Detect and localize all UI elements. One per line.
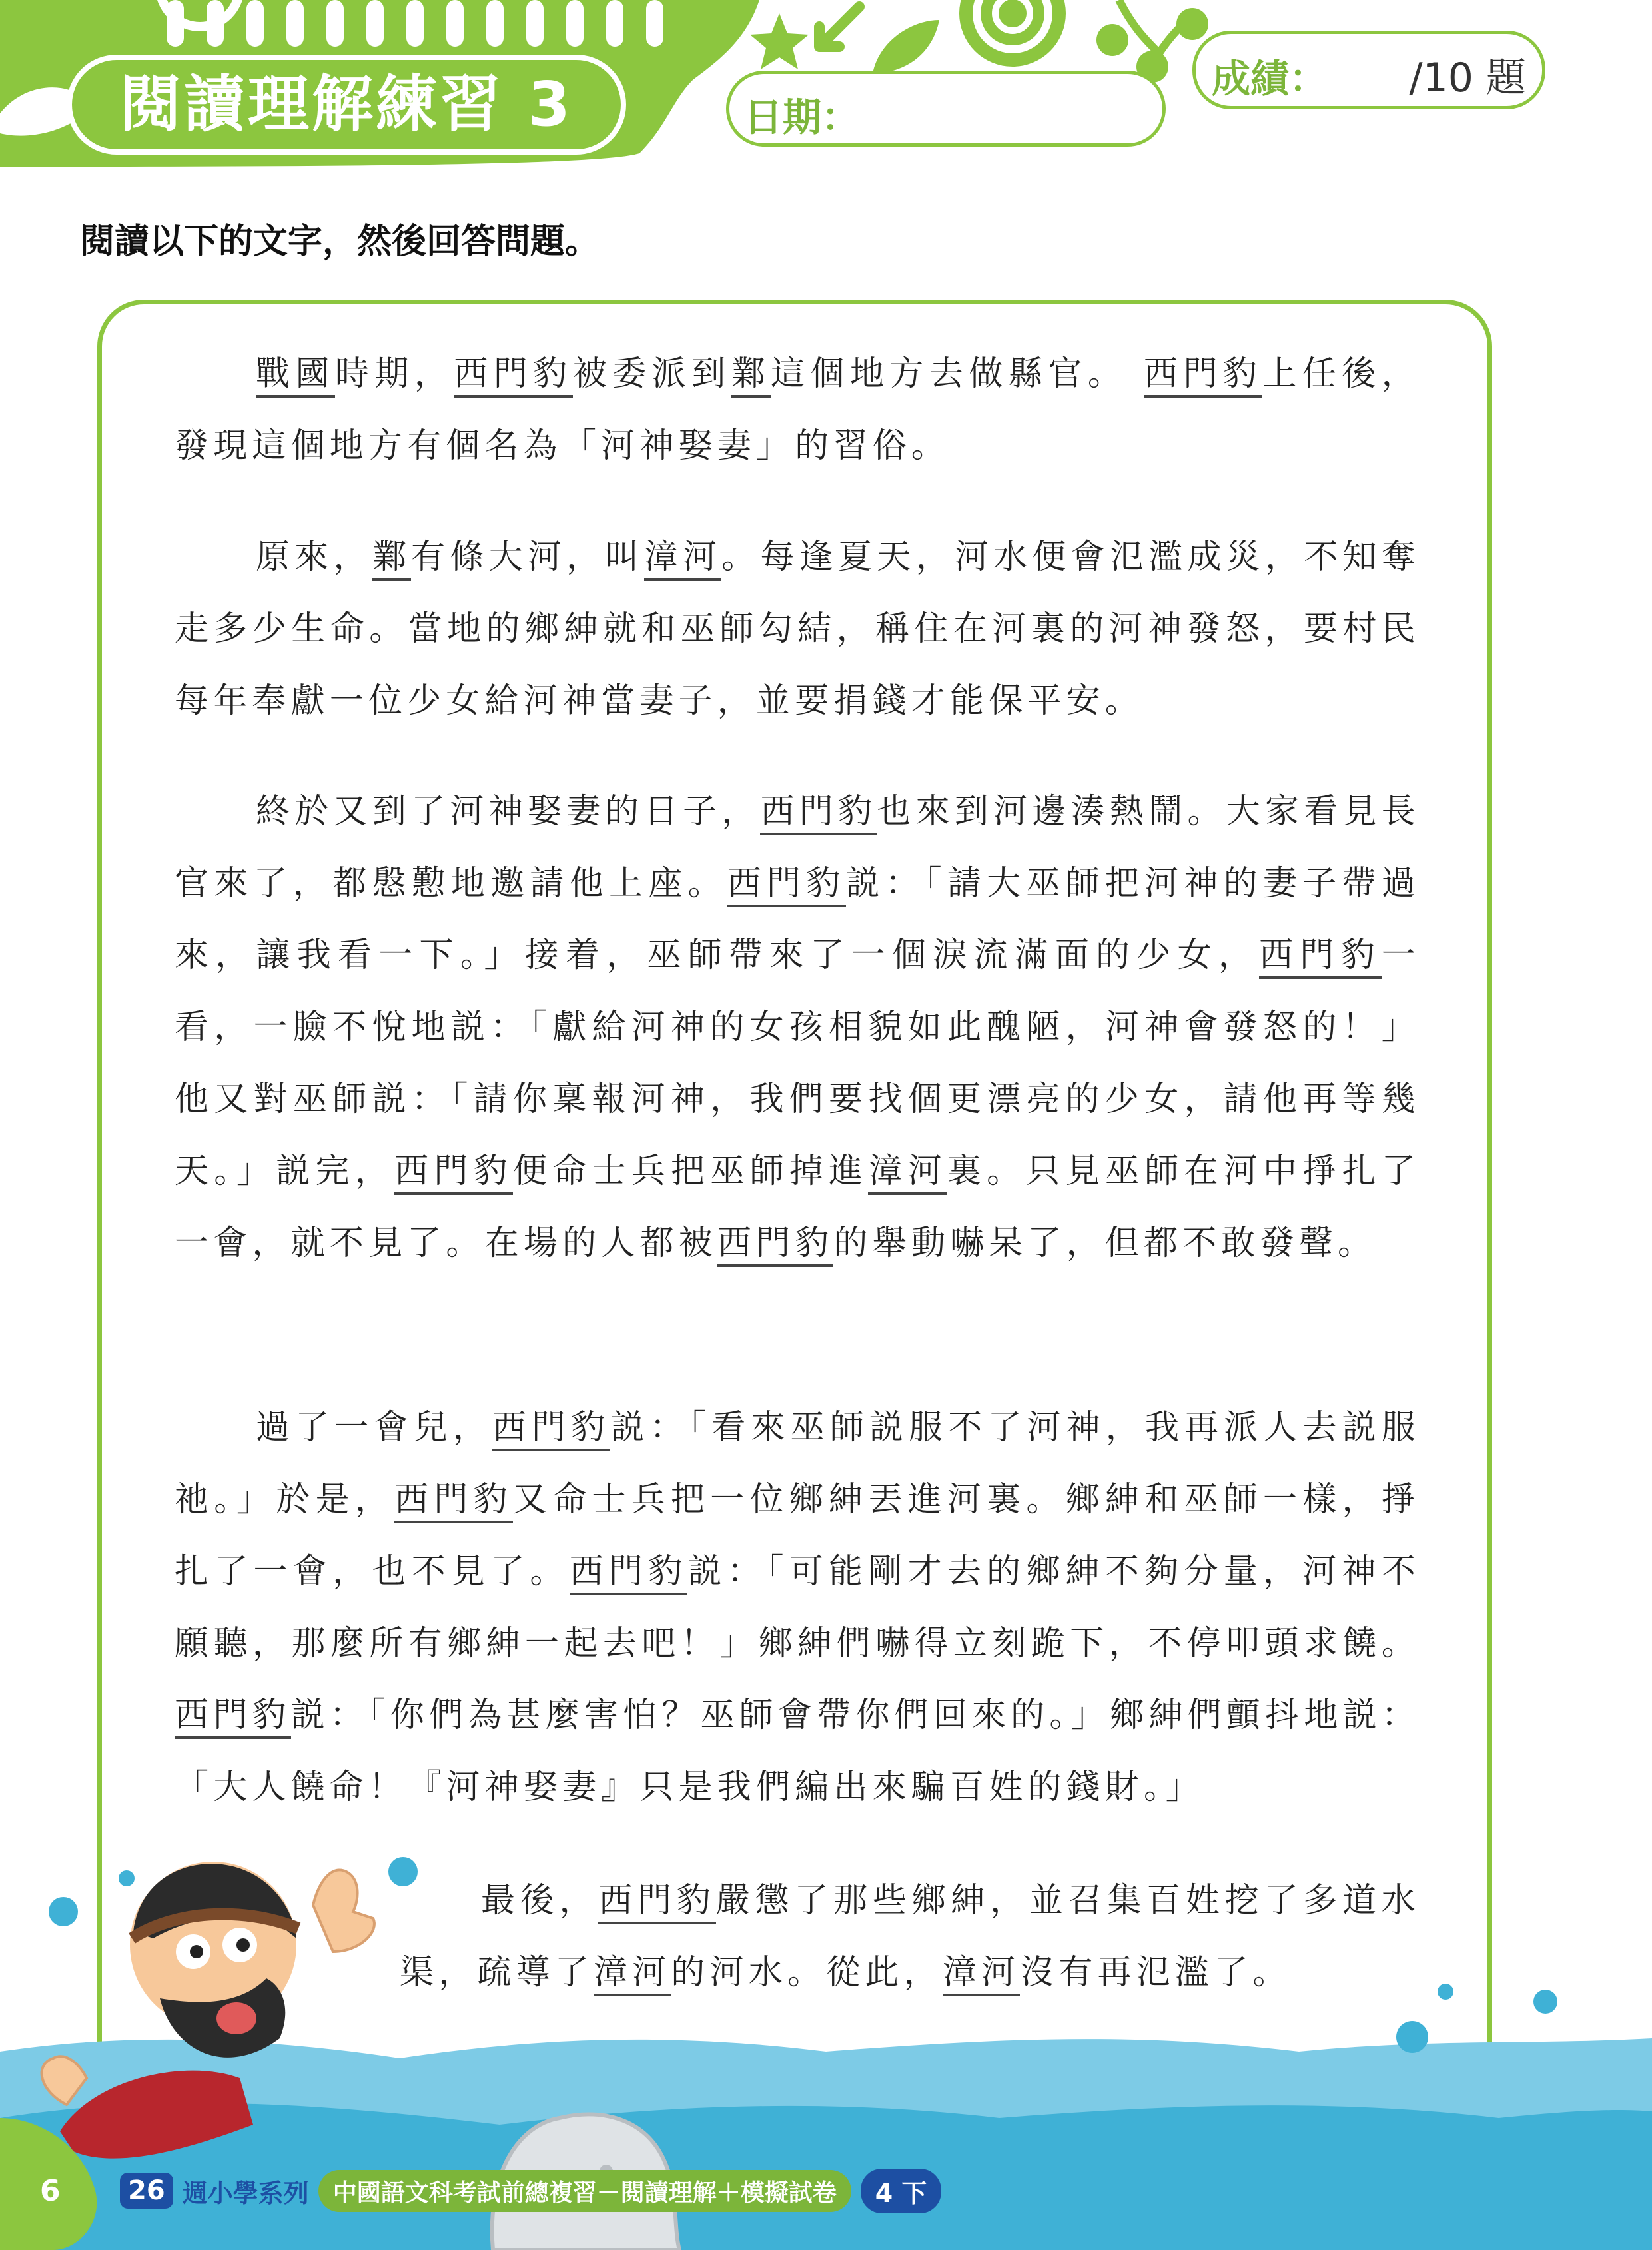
arrow-icon bbox=[819, 7, 859, 47]
passage-text: 沒有再氾濫了。 bbox=[1020, 1953, 1292, 1992]
proper-noun: 戰國 bbox=[256, 354, 335, 398]
passage-text: 也來到河邊湊熱鬧。大家看見長官來了，都慇懃地邀請他上座。 bbox=[175, 792, 1420, 903]
passage-text: 終於又到了河神娶妻的日子， bbox=[256, 792, 761, 831]
passage-text: 原來， bbox=[256, 538, 372, 577]
passage-text: 説：「可能剛才去的鄉紳不夠分量，河神不願聽，那麼所有鄉紳一起去吧！」鄉紳們嚇得立刻跪下，不停叩頭求饒。 bbox=[175, 1552, 1420, 1663]
proper-noun: 西門豹 bbox=[598, 1881, 715, 1924]
proper-noun: 西門豹 bbox=[394, 1480, 513, 1523]
book-title: 中國語文科考試前總複習－閱讀理解＋模擬試卷 bbox=[318, 2170, 851, 2212]
page-title: 閱讀理解練習 3 bbox=[67, 55, 626, 155]
passage-text: 便命士兵把巫師掉進 bbox=[512, 1152, 869, 1191]
passage-text: 嚴懲了那些鄉紳，並召集百姓挖了多道水渠，疏導了 bbox=[400, 1881, 1420, 1992]
proper-noun: 西門豹 bbox=[454, 354, 572, 398]
passage-text: 有條大河，叫 bbox=[411, 538, 644, 577]
score-field[interactable] bbox=[1192, 31, 1545, 109]
leaf-icon bbox=[873, 20, 939, 73]
proper-noun: 西門豹 bbox=[760, 792, 877, 835]
passage-text: 。每逢夏天，河水便會氾濫成災，不知奪走多少生命。當地的鄉紳就和巫師勾結，稱住在河裏的河神發怒，要村民每年奉獻一位少女給河神當妻子，並要捐錢才能保平安。 bbox=[175, 538, 1421, 721]
proper-noun: 漳河 bbox=[594, 1953, 671, 1996]
grade-badge: 4 下 bbox=[861, 2169, 942, 2213]
passage-text: 這個地方去做縣官。 bbox=[771, 354, 1144, 394]
series-logo: 26 bbox=[120, 2173, 173, 2209]
passage-text: 最後， bbox=[481, 1881, 599, 1920]
passage-paragraph-4 bbox=[175, 1392, 1420, 1824]
proper-noun: 西門豹 bbox=[717, 1224, 834, 1267]
passage-text: 的舉動嚇呆了，但都不敢發聲。 bbox=[833, 1224, 1377, 1263]
passage-text: 過了一會兒， bbox=[256, 1408, 492, 1447]
page-number: 6 bbox=[40, 2174, 61, 2208]
proper-noun: 西門豹 bbox=[570, 1552, 688, 1595]
passage-paragraph-2 bbox=[175, 522, 1420, 737]
score-label: 成績： bbox=[1212, 56, 1328, 101]
proper-noun: 西門豹 bbox=[1259, 936, 1382, 979]
passage-text: 的河水。從此， bbox=[671, 1953, 943, 1992]
passage-text: 又命士兵把一位鄉紳丟進河裏。鄉紳和巫師一樣，掙扎了一會，也不見了。 bbox=[175, 1480, 1420, 1591]
date-field[interactable] bbox=[726, 71, 1166, 147]
passage-text: 説：「請大巫師把河神的妻子帶過來，讓我看一下。」接着，巫師帶來了一個淚流滿面的少女， bbox=[175, 864, 1420, 975]
proper-noun: 鄴 bbox=[731, 354, 771, 398]
proper-noun: 漳河 bbox=[644, 538, 722, 581]
proper-noun: 漳河 bbox=[943, 1953, 1020, 1996]
passage-paragraph-1 bbox=[175, 338, 1420, 482]
proper-noun: 西門豹 bbox=[1144, 354, 1262, 398]
proper-noun: 西門豹 bbox=[394, 1152, 513, 1195]
series-footer bbox=[120, 2169, 941, 2213]
date-label: 日期： bbox=[744, 95, 861, 140]
score-total: /10 題 bbox=[1409, 55, 1526, 101]
passage-text: 説：「你們為甚麼害怕？巫師會帶你們回來的。」鄉紳們顫抖地説：「大人饒命！『河神娶妻』只是我們編出來騙百姓的錢財。」 bbox=[175, 1696, 1420, 1807]
proper-noun: 漳河 bbox=[868, 1152, 947, 1195]
passage-text: 一看，一臉不悅地説：「獻給河神的女孩相貌如此醜陋，河神會發怒的！」他又對巫師説：「請你稟報河神，我們要找個更漂亮的少女，請他再等幾天。」説完， bbox=[175, 936, 1420, 1191]
instruction-text: 閱讀以下的文字，然後回答問題。 bbox=[80, 222, 600, 262]
passage-text: 時期， bbox=[334, 354, 454, 394]
proper-noun: 西門豹 bbox=[492, 1408, 610, 1451]
proper-noun: 鄴 bbox=[372, 538, 411, 581]
passage-text: 被委派到 bbox=[572, 354, 731, 394]
proper-noun: 西門豹 bbox=[727, 864, 846, 907]
passage-text: 裏。只見巫師在河中掙扎了一會，就不見了。在場的人都被 bbox=[175, 1152, 1421, 1263]
passage-paragraph-3 bbox=[175, 776, 1420, 1280]
passage-text: 上任後，發現這個地方有個名為「河神娶妻」的習俗。 bbox=[175, 354, 1420, 466]
series-name: 週小學系列 bbox=[182, 2178, 309, 2208]
proper-noun: 西門豹 bbox=[175, 1696, 291, 1739]
passage-text: 説：「看來巫師説服不了河神，我再派人去説服祂。」於是， bbox=[175, 1408, 1421, 1519]
star-icon bbox=[750, 13, 809, 69]
